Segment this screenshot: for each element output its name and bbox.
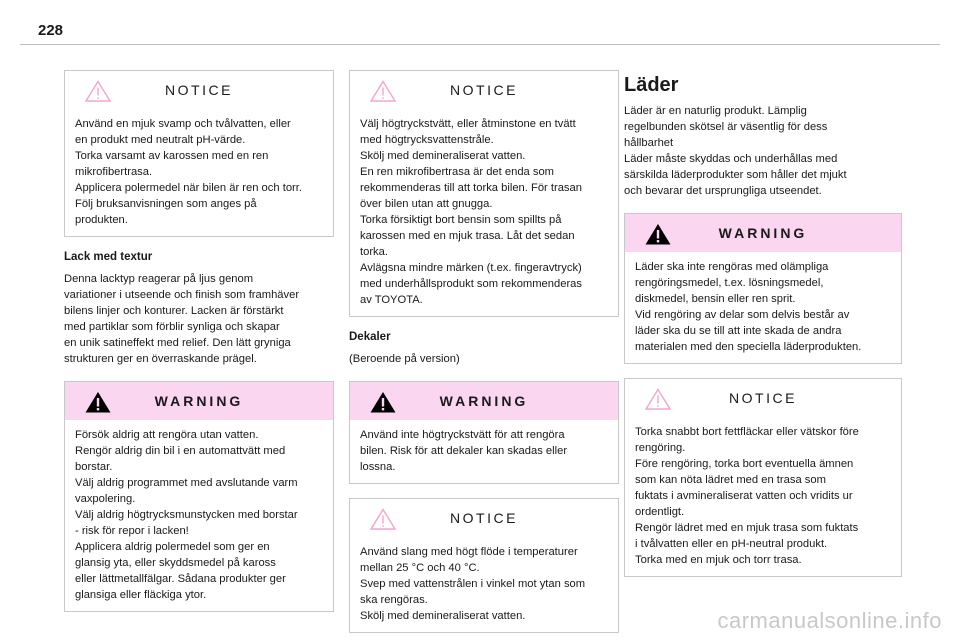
column-2: [349, 70, 619, 640]
notice-body: [65, 109, 333, 236]
text-line: ordentligt.: [635, 506, 685, 518]
warning-triangle-icon: [370, 391, 396, 413]
text-line: en unik satineffekt med relief. Den lätt gryniga: [64, 337, 291, 349]
text-line: rengöringsmedel, t.ex. lösningsmedel,: [635, 277, 824, 289]
text-line: Använd slang med högt flöde i temperaturer: [360, 546, 578, 558]
text-line: särskilda läderprodukter som håller det mjukt: [624, 169, 847, 181]
text-line: Rengör aldrig din bil i en automattvätt med: [75, 445, 286, 457]
text-line: av TOYOTA.: [360, 294, 423, 306]
text-line: Använd inte högtryckstvätt för att rengöra: [360, 429, 565, 441]
notice-triangle-icon: [370, 80, 396, 102]
notice-body: [350, 537, 618, 632]
notice-title: NOTICE: [450, 82, 518, 98]
text-line: Försök aldrig att rengöra utan vatten.: [75, 429, 259, 441]
warning-box-2: [349, 381, 619, 484]
section-text-dekaler: (Beroende på version): [349, 353, 460, 365]
warning-body: [350, 420, 618, 483]
text-line: i tvålvatten eller en pH-neutral produkt.: [635, 538, 828, 550]
text-line: Torka försiktigt bort bensin som spillts på: [360, 214, 562, 226]
text-line: materialen med den speciella läderprodukten.: [635, 341, 862, 353]
text-line: fuktats i avmineraliserat vatten och vridits ur: [635, 490, 853, 502]
text-line: Vid rengöring av delar som delvis består av: [635, 309, 850, 321]
text-line: med högtrycksvattenstråle.: [360, 134, 494, 146]
column-3: [624, 70, 902, 591]
warning-box-3: [624, 213, 902, 364]
text-line: torka.: [360, 246, 388, 258]
notice-box-3: [349, 498, 619, 633]
text-line: Skölj med demineraliserat vatten.: [360, 610, 526, 622]
text-line: Svep med vattenstrålen i vinkel mot ytan som: [360, 578, 586, 590]
warning-title: WARNING: [154, 393, 244, 409]
text-line: Läder ska inte rengöras med olämpliga: [635, 261, 829, 273]
text-line: Applicera polermedel när bilen är ren och torr.: [75, 182, 302, 194]
notice-title: NOTICE: [729, 390, 797, 406]
notice-title: NOTICE: [450, 510, 518, 526]
section-heading-dekaler: Dekaler: [349, 331, 391, 343]
notice-body: [350, 109, 618, 316]
text-line: strukturen ger en överraskande prägel.: [64, 353, 257, 365]
warning-header: [350, 382, 618, 420]
text-line: regelbunden skötsel är väsentlig för dess: [624, 121, 828, 133]
warning-body: [625, 252, 901, 363]
text-line: glansiga eller fläckiga ytor.: [75, 589, 207, 601]
notice-box-2: [349, 70, 619, 317]
text-line: Välj aldrig högtrycksmunstycken med borstar: [75, 509, 298, 521]
text-line: produkten.: [75, 214, 128, 226]
text-line: med partiklar som förblir synliga och skapar: [64, 321, 280, 333]
text-line: vaxpolering.: [75, 493, 136, 505]
text-line: med underhållsprodukt som rekommenderas: [360, 278, 582, 290]
text-line: Följ bruksanvisningen som anges på: [75, 198, 257, 210]
text-line: bilen. Risk för att dekaler kan skadas eller: [360, 445, 568, 457]
text-line: ska rengöras.: [360, 594, 428, 606]
notice-header: [625, 379, 901, 417]
warning-header: [65, 382, 333, 420]
text-line: bilens linjer och konturer. Lacken är förstärkt: [64, 305, 284, 317]
notice-header: [350, 499, 618, 537]
text-line: Använd en mjuk svamp och tvålvatten, eller: [75, 118, 291, 130]
text-line: karossen med en mjuk trasa. Låt det sedan: [360, 230, 575, 242]
section-heading-lack-med-textur: Lack med textur: [64, 251, 153, 263]
text-line: läder ska du se till att inte skada de andra: [635, 325, 842, 337]
notice-triangle-icon: [645, 388, 671, 410]
notice-box-4: [624, 378, 902, 577]
text-line: lossna.: [360, 461, 396, 473]
text-line: Välj högtryckstvätt, eller åtminstone en tvätt: [360, 118, 576, 130]
warning-header: [625, 214, 901, 252]
text-line: borstar.: [75, 461, 113, 473]
text-line: Torka varsamt av karossen med en ren: [75, 150, 269, 162]
text-line: hållbarhet: [624, 137, 674, 149]
section-text-lack: [64, 271, 334, 367]
text-line: - risk för repor i lacken!: [75, 525, 189, 537]
text-line: Före rengöring, torka bort eventuella ämnen: [635, 458, 854, 470]
text-line: som kan nöta lädret med en trasa som: [635, 474, 826, 486]
text-line: eller lättmetallfälgar. Sådana produkter ger: [75, 573, 286, 585]
notice-header: [350, 71, 618, 109]
section-heading-lader: Läder: [624, 74, 679, 96]
warning-box-1: [64, 381, 334, 612]
warning-title: WARNING: [439, 393, 529, 409]
notice-box-1: [64, 70, 334, 237]
text-line: mellan 25 °C och 40 °C.: [360, 562, 480, 574]
warning-triangle-icon: [85, 391, 111, 413]
watermark: carmanualsonline.info: [717, 608, 942, 633]
warning-triangle-icon: [645, 223, 671, 245]
text-line: och bevarar det ursprungliga utseendet.: [624, 185, 822, 197]
text-line: glansig yta, eller skyddsmedel på kaross: [75, 557, 276, 569]
warning-title: WARNING: [718, 225, 808, 241]
text-line: Skölj med demineraliserat vatten.: [360, 150, 526, 162]
column-1: [64, 70, 334, 626]
notice-title: NOTICE: [165, 82, 233, 98]
notice-triangle-icon: [85, 80, 111, 102]
section-text-lader: [624, 103, 902, 199]
text-line: Läder är en naturlig produkt. Lämplig: [624, 105, 807, 117]
text-line: Applicera aldrig polermedel som ger en: [75, 541, 270, 553]
text-line: Torka med en mjuk och torr trasa.: [635, 554, 802, 566]
notice-header: [65, 71, 333, 109]
text-line: diskmedel, bensin eller ren sprit.: [635, 293, 796, 305]
notice-triangle-icon: [370, 508, 396, 530]
text-line: Läder måste skyddas och underhållas med: [624, 153, 838, 165]
top-rule: [20, 44, 940, 45]
text-line: Rengör lädret med en mjuk trasa som fuktats: [635, 522, 859, 534]
text-line: rekommenderas till att torka bilen. För trasan: [360, 182, 582, 194]
notice-body: [625, 417, 901, 576]
text-line: variationer i utseende och finish som framhäver: [64, 289, 300, 301]
text-line: över bilen utan att gnugga.: [360, 198, 493, 210]
text-line: mikrofibertrasa.: [75, 166, 153, 178]
warning-body: [65, 420, 333, 611]
text-line: en produkt med neutralt pH-värde.: [75, 134, 246, 146]
text-line: Torka snabbt bort fettfläckar eller vätskor före: [635, 426, 859, 438]
page-number: 228: [38, 22, 64, 39]
text-line: Avlägsna mindre märken (t.ex. fingeravtryck): [360, 262, 582, 274]
text-line: Denna lacktyp reagerar på ljus genom: [64, 273, 254, 285]
text-line: En ren mikrofibertrasa är det enda som: [360, 166, 555, 178]
text-line: rengöring.: [635, 442, 686, 454]
text-line: Välj aldrig programmet med avslutande varm: [75, 477, 298, 489]
